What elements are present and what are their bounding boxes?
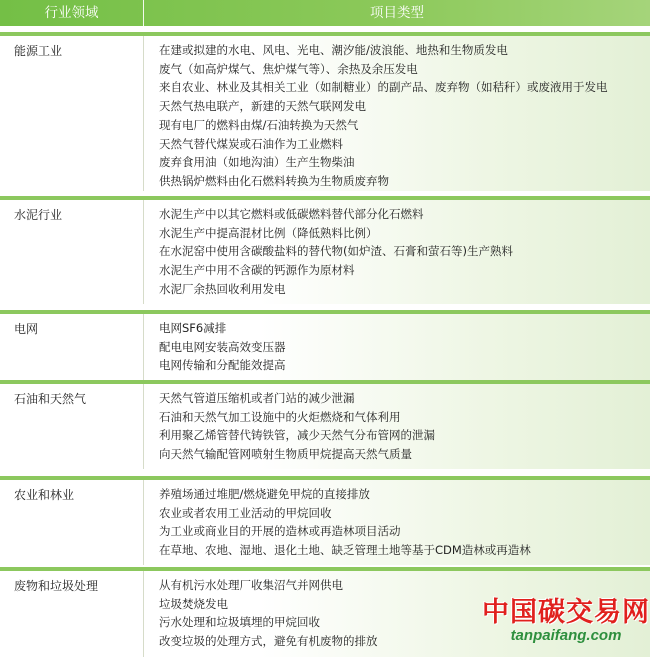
list-item: 石油和天然气加工设施中的火炬燃烧和气体利用: [159, 409, 401, 424]
list-item: 水泥生产中以其它燃料或低碳燃料替代部分化石燃料: [159, 207, 424, 221]
header-project-type: 项目类型: [370, 5, 424, 21]
watermark-logo: [482, 590, 650, 644]
list-item: 废气（如高炉煤气、焦炉煤气等）、余热及余压发电: [159, 61, 418, 76]
list-item: 改变垃圾的处理方式，避免有机废物的排放: [159, 634, 378, 649]
section-oil-gas: [0, 380, 650, 469]
list-item: 配电电网安装高效变压器: [159, 339, 286, 354]
section-agriculture-forestry: [0, 476, 650, 565]
list-item: 污水处理和垃圾填埋的甲烷回收: [159, 615, 320, 630]
category-label: 电网: [14, 322, 39, 336]
list-item: 废弃食用油（如地沟油）生产生物柴油: [159, 155, 355, 170]
list-item: 从有机污水处理厂收集沼气并网供电: [159, 578, 343, 592]
category-label: 水泥行业: [14, 208, 63, 222]
list-item: 水泥生产中提高混材比例（降低熟料比例）: [159, 225, 378, 240]
watermark-en: tanpaifang.com: [510, 627, 622, 644]
category-label: 废物和垃圾处理: [14, 579, 99, 593]
category-label: 石油和天然气: [14, 392, 87, 406]
list-item: 天然气替代煤炭或石油作为工业燃料: [159, 136, 343, 151]
list-item: 在建或拟建的水电、风电、光电、潮汐能/波浪能、地热和生物质发电: [159, 43, 508, 57]
list-item: 垃圾焚烧发电: [159, 596, 228, 611]
list-item: 来自农业、林业及其相关工业（如制糖业）的副产品、废弃物（如秸秆）或废液用于发电: [159, 80, 608, 95]
list-item: 天然气热电联产，新建的天然气联网发电: [159, 99, 366, 114]
list-item: 养殖场通过堆肥/燃烧避免甲烷的直接排放: [159, 487, 370, 501]
category-label: 农业和林业: [14, 488, 75, 502]
list-item: 电网SF6减排: [159, 321, 227, 335]
list-item: 为工业或商业目的开展的造林或再造林项目活动: [159, 524, 401, 539]
section-energy: [0, 32, 650, 191]
list-item: 在草地、农地、湿地、退化土地、缺乏管理土地等基于CDM造林或再造林: [159, 543, 531, 558]
section-cement: [0, 196, 650, 304]
list-item: 在水泥窑中使用含碳酸盐料的替代物(如炉渣、石膏和萤石等)生产熟料: [159, 244, 513, 259]
list-item: 水泥厂余热回收利用发电: [159, 281, 286, 296]
list-item: 向天然气输配管网喷射生物质甲烷提高天然气质量: [159, 447, 412, 462]
table-header: [0, 0, 650, 26]
list-item: 电网传输和分配能效提高: [159, 358, 286, 373]
list-item: 现有电厂的燃料由煤/石油转换为天然气: [159, 117, 359, 132]
list-item: 利用聚乙烯管替代铸铁管，减少天然气分布管网的泄漏: [159, 428, 435, 443]
section-grid: [0, 310, 650, 380]
header-industry: 行业领域: [0, 0, 144, 26]
list-item: 水泥生产中用不含碳的钙源作为原材料: [159, 263, 355, 278]
category-label: 能源工业: [14, 44, 63, 58]
list-item: 供热锅炉燃料由化石燃料转换为生物质废弃物: [159, 173, 389, 188]
list-item: 天然气管道压缩机或者门站的减少泄漏: [159, 391, 355, 405]
watermark-cn: 中国碳交易网: [482, 597, 650, 628]
list-item: 农业或者农用工业活动的甲烷回收: [159, 505, 332, 520]
